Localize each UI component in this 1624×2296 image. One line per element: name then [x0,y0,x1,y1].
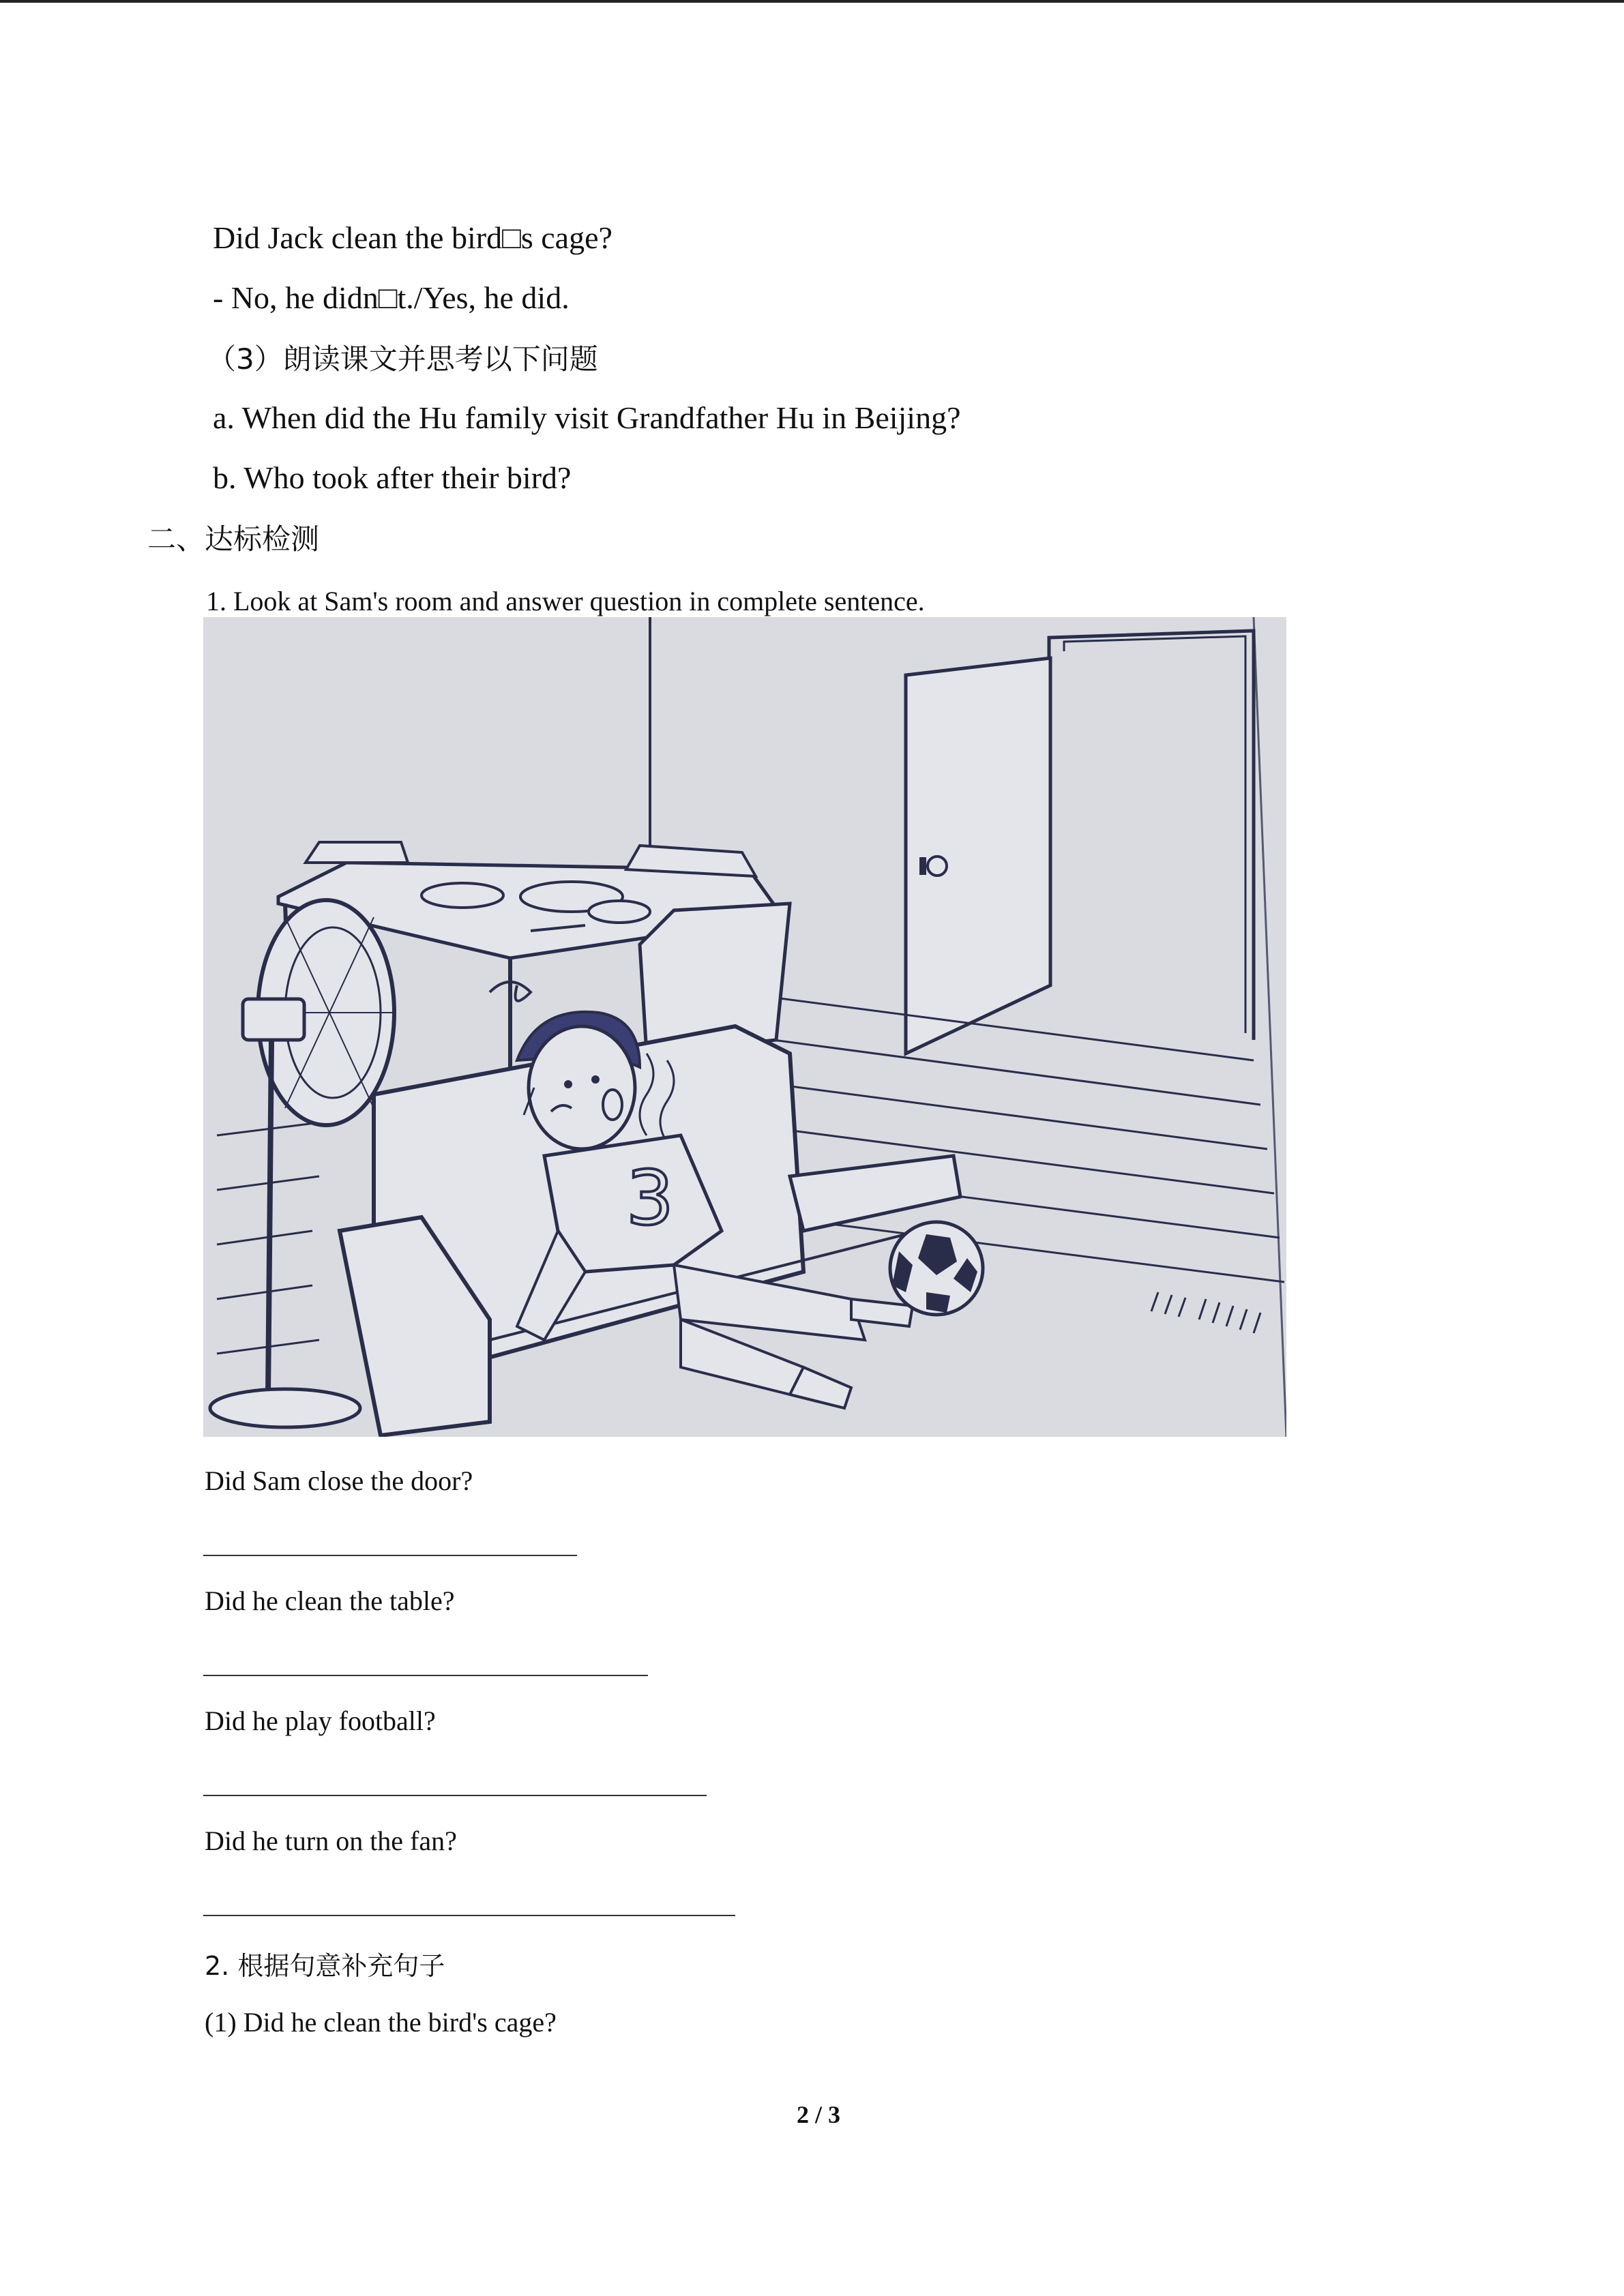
shirt-number: 3 [626,1154,674,1242]
answer-jack-cage: - No, he didn□t./Yes, he did. [213,280,570,315]
exercise-2-instruction: 2. 根据句意补充句子 [205,1951,445,1981]
question-a: a. When did the Hu family visit Grandfather Hu in Beijing? [213,400,961,435]
exercise-2-question-1: (1) Did he clean the bird's cage? [205,2007,557,2038]
football [890,1222,983,1315]
answer-blank-3[interactable] [203,1795,707,1796]
question-b: b. Who took after their bird? [213,460,572,495]
question-2: Did he clean the table? [205,1585,455,1616]
answer-blank-4[interactable] [203,1915,735,1916]
question-jack-cage: Did Jack clean the bird□s cage? [213,220,612,255]
exercise-1-instruction: 1. Look at Sam's room and answer question in complete sentence. [206,586,925,616]
sams-room-illustration [203,617,1286,1437]
page-top-rule [0,0,1624,3]
question-1: Did Sam close the door? [205,1465,473,1496]
section-2-heading: 二、达标检测 [147,522,320,556]
question-4: Did he turn on the fan? [205,1825,457,1856]
task-3-heading: （3）朗读课文并思考以下问题 [207,342,598,376]
answer-blank-1[interactable] [203,1555,577,1556]
page-number: 2 / 3 [796,2101,840,2128]
answer-blank-2[interactable] [203,1675,648,1676]
question-3: Did he play football? [205,1705,436,1736]
